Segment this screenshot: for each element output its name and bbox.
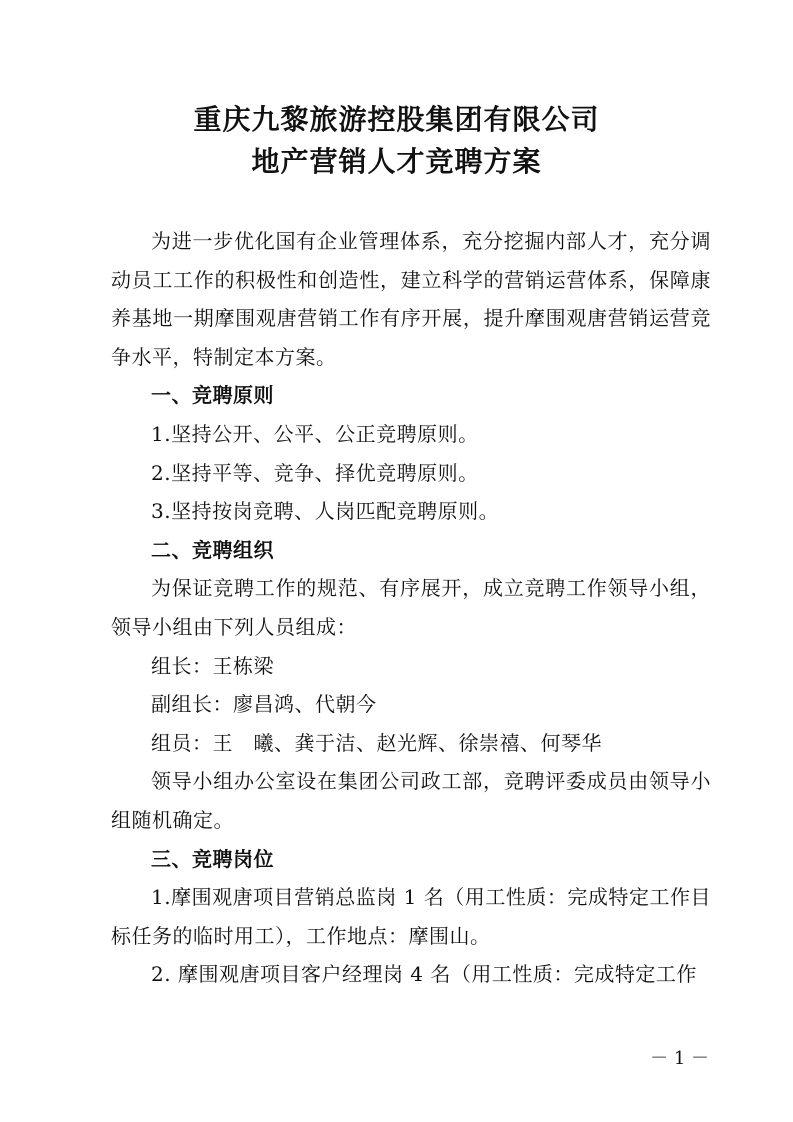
document-title-line1: 重庆九黎旅游控股集团有限公司 <box>193 103 600 136</box>
principle-item-2: 2.坚持平等、竞争、择优竞聘原则。 <box>151 460 479 485</box>
deputy-leaders: 副组长：廖昌鸿、代朝今 <box>151 692 377 717</box>
section-heading-positions: 三、竞聘岗位 <box>151 846 274 871</box>
team-members: 组员：王 曦、龚于洁、赵光辉、徐崇禧、何琴华 <box>151 730 602 755</box>
document-title-line2: 地产营销人才竞聘方案 <box>251 145 542 178</box>
page-number: － 1 － <box>650 1048 709 1069</box>
principle-item-1: 1.坚持公开、公平、公正竞聘原则。 <box>151 421 479 446</box>
office-note: 领导小组办公室设在集团公司政工部，竞聘评委成员由领导小组随机确定。 <box>111 769 711 832</box>
intro-paragraph: 为进一步优化国有企业管理体系，充分挖掘内部人才，充分调动员工工作的积极性和创造性，建立科学的营销运营体系，保障康养基地一期摩围观唐营销工作有序开展，提升摩围观唐营销运营竞争水平，特制定本方案。 <box>111 229 711 369</box>
team-leader: 组长：王栋梁 <box>151 653 274 678</box>
position-item-2: 2. 摩围观唐项目客户经理岗 4 名（用工性质：完成特定工作 <box>151 962 697 987</box>
section-heading-organization: 二、竞聘组织 <box>151 537 274 562</box>
document-body <box>111 222 711 994</box>
position-item-1: 1.摩围观唐项目营销总监岗 1 名（用工性质：完成特定工作目标任务的临时用工），工作地点：摩围山。 <box>111 885 711 948</box>
principle-item-3: 3.坚持按岗竞聘、人岗匹配竞聘原则。 <box>151 499 500 524</box>
section-heading-principles: 一、竞聘原则 <box>151 383 274 408</box>
organization-intro: 为保证竞聘工作的规范、有序展开，成立竞聘工作领导小组，领导小组由下列人员组成： <box>111 576 711 639</box>
